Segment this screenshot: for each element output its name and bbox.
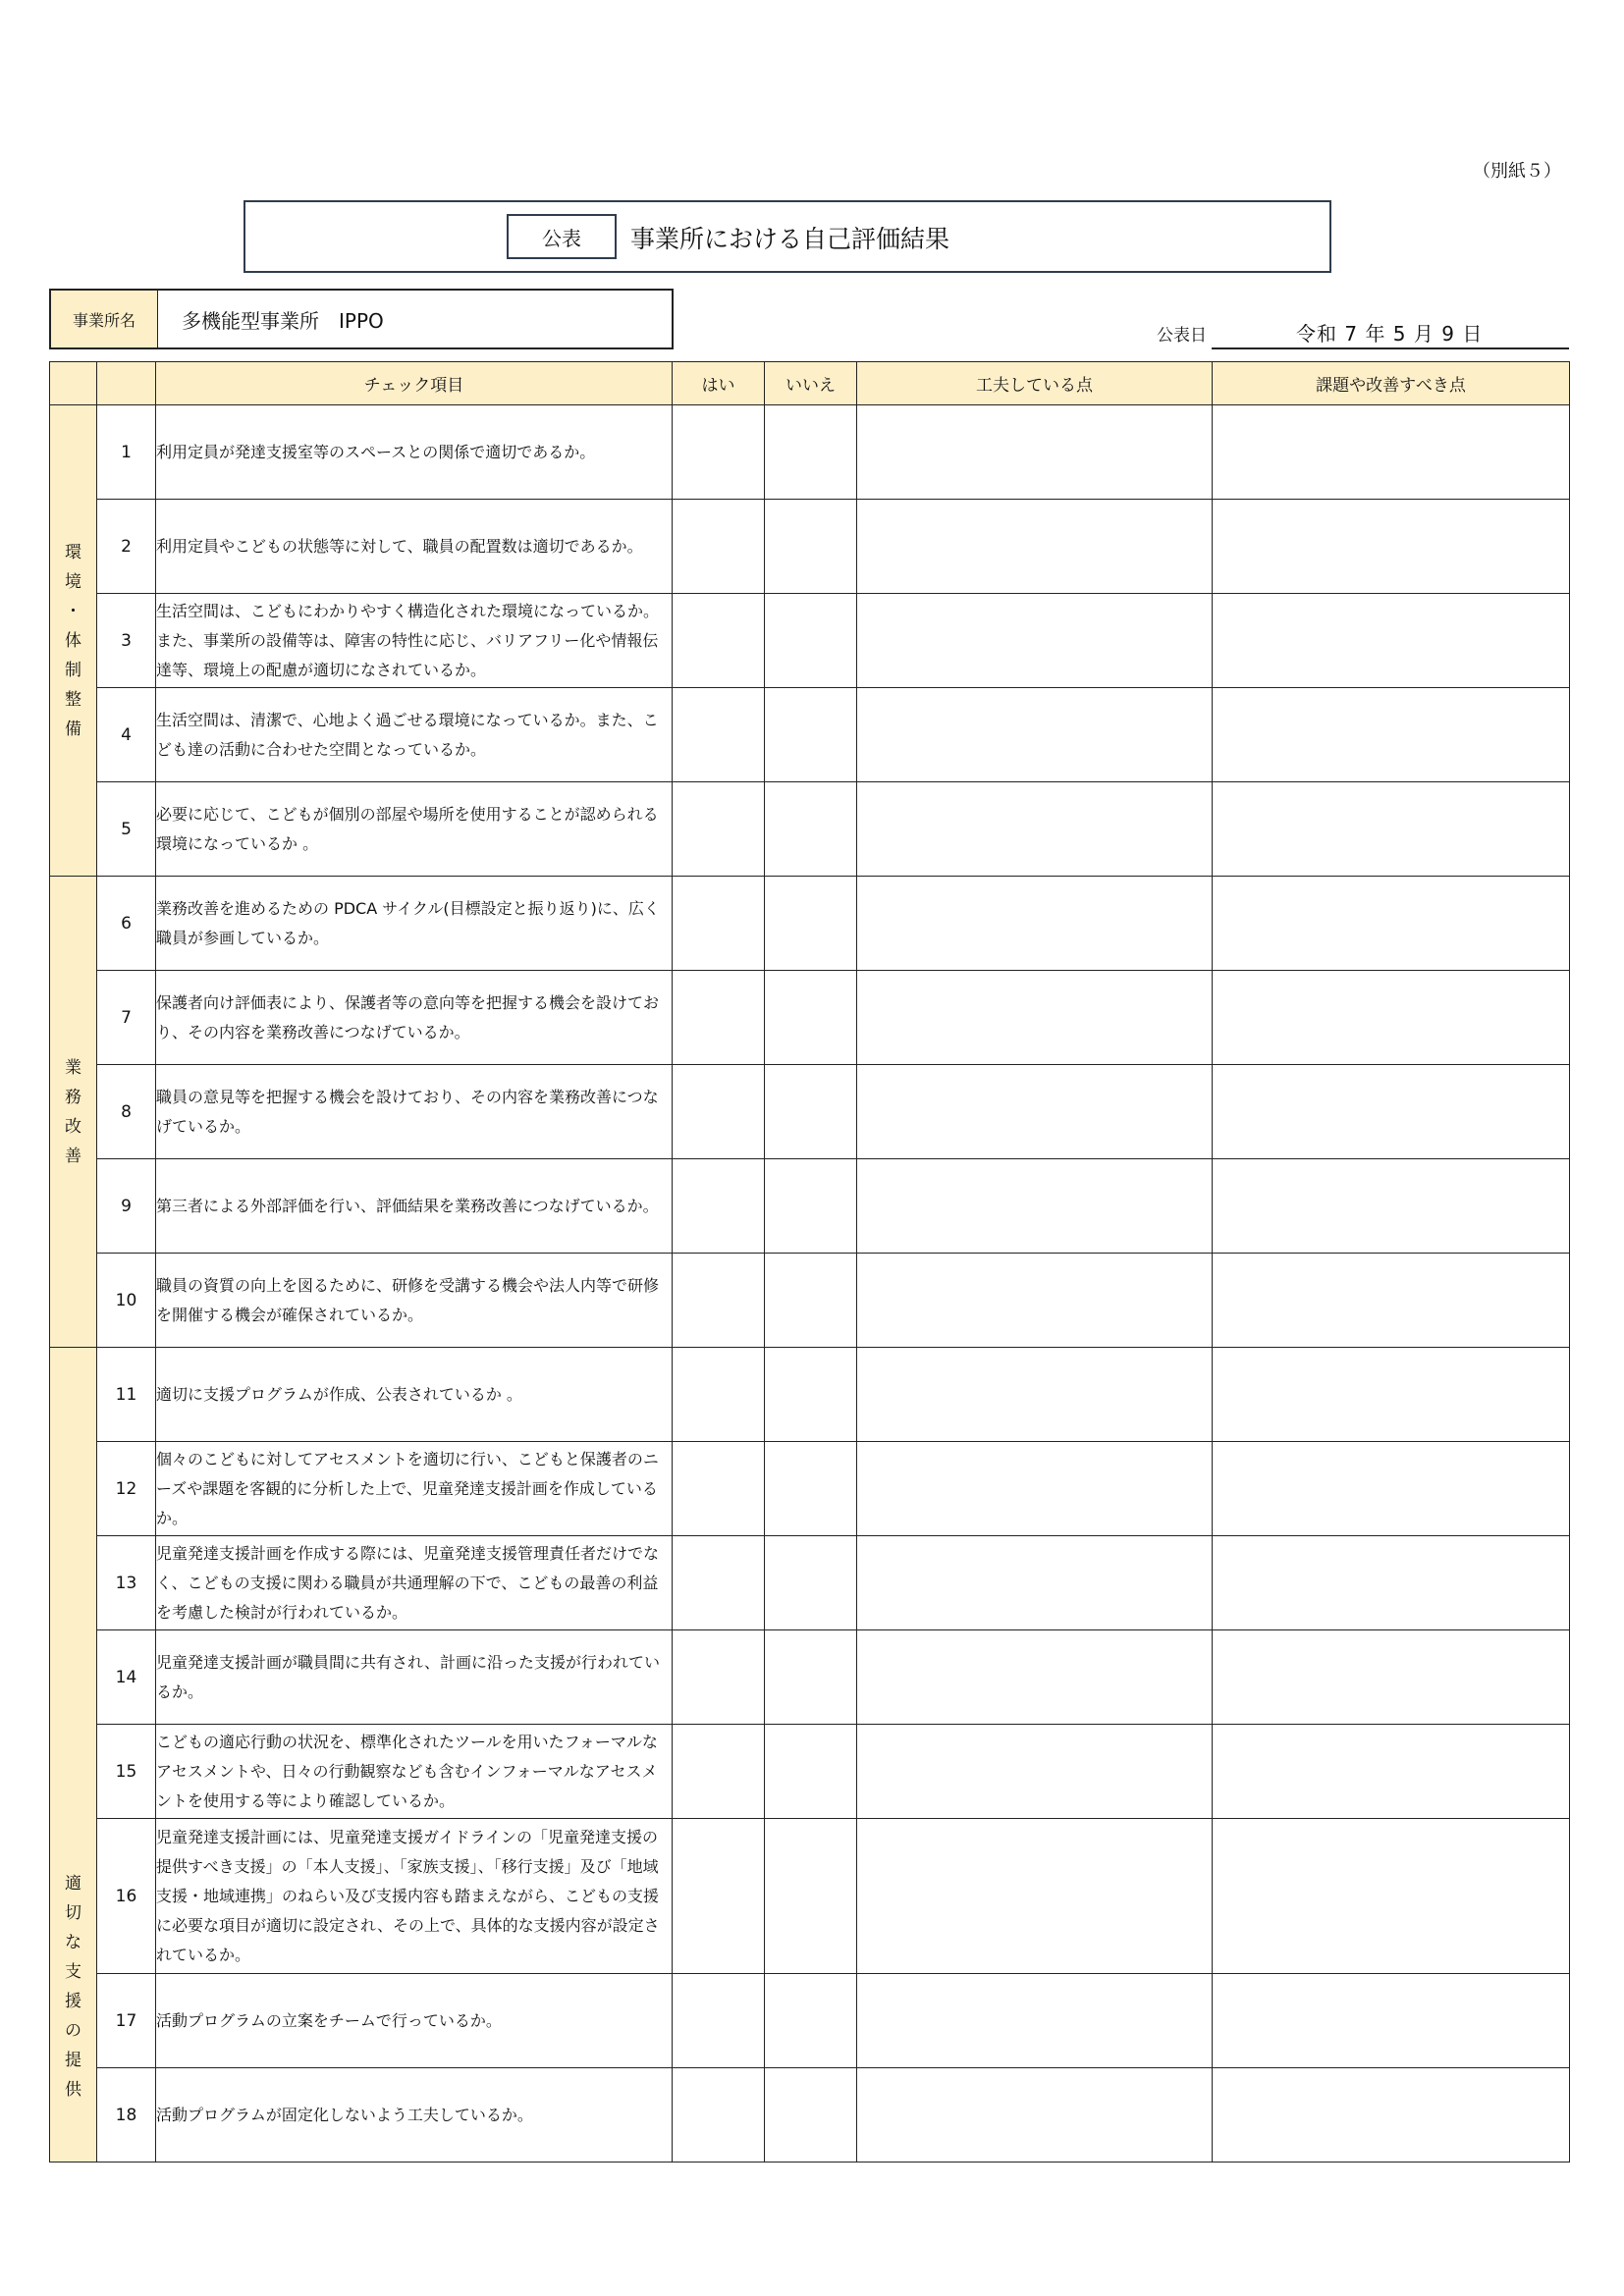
efforts-cell[interactable] bbox=[857, 971, 1213, 1065]
check-item-text: 適切に支援プログラムが作成、公表されているか 。 bbox=[156, 1348, 673, 1442]
yes-cell[interactable] bbox=[673, 1254, 765, 1348]
issues-cell[interactable] bbox=[1213, 1725, 1570, 1819]
header-issues: 課題や改善すべき点 bbox=[1213, 362, 1570, 405]
check-item-text: 必要に応じて、こどもが個別の部屋や場所を使用することが認められる環境になっているか 。 bbox=[156, 782, 673, 877]
table-row bbox=[50, 1159, 1570, 1254]
check-item-text: 利用定員やこどもの状態等に対して、職員の配置数は適切であるか。 bbox=[156, 500, 673, 594]
check-item-text: 第三者による外部評価を行い、評価結果を業務改善につなげているか。 bbox=[156, 1159, 673, 1254]
table-row bbox=[50, 1725, 1570, 1819]
yes-cell[interactable] bbox=[673, 1974, 765, 2068]
item-number: 8 bbox=[97, 1065, 156, 1159]
efforts-cell[interactable] bbox=[857, 405, 1213, 500]
table-row bbox=[50, 594, 1570, 688]
header-efforts: 工夫している点 bbox=[857, 362, 1213, 405]
efforts-cell[interactable] bbox=[857, 1630, 1213, 1725]
efforts-cell[interactable] bbox=[857, 1254, 1213, 1348]
table-row bbox=[50, 877, 1570, 971]
item-number: 6 bbox=[97, 877, 156, 971]
efforts-cell[interactable] bbox=[857, 500, 1213, 594]
table-row bbox=[50, 2068, 1570, 2163]
yes-cell[interactable] bbox=[673, 1065, 765, 1159]
no-cell[interactable] bbox=[765, 405, 857, 500]
item-number: 5 bbox=[97, 782, 156, 877]
yes-cell[interactable] bbox=[673, 1442, 765, 1536]
no-cell[interactable] bbox=[765, 2068, 857, 2163]
item-number: 17 bbox=[97, 1974, 156, 2068]
issues-cell[interactable] bbox=[1213, 1442, 1570, 1536]
item-number: 12 bbox=[97, 1442, 156, 1536]
table-row bbox=[50, 688, 1570, 782]
issues-cell[interactable] bbox=[1213, 1254, 1570, 1348]
item-number: 15 bbox=[97, 1725, 156, 1819]
annex-label: （別紙５） bbox=[1473, 161, 1561, 182]
no-cell[interactable] bbox=[765, 1725, 857, 1819]
office-name-box bbox=[49, 289, 674, 349]
efforts-cell[interactable] bbox=[857, 1065, 1213, 1159]
table-row bbox=[50, 1348, 1570, 1442]
efforts-cell[interactable] bbox=[857, 2068, 1213, 2163]
issues-cell[interactable] bbox=[1213, 1348, 1570, 1442]
office-name-label: 事業所名 bbox=[51, 291, 158, 347]
no-cell[interactable] bbox=[765, 1536, 857, 1630]
no-cell[interactable] bbox=[765, 594, 857, 688]
table-row bbox=[50, 1630, 1570, 1725]
category-appropriate-support: 適 切 な 支 援 の 提 供 bbox=[50, 1348, 97, 2163]
yes-cell[interactable] bbox=[673, 2068, 765, 2163]
item-number: 2 bbox=[97, 500, 156, 594]
efforts-cell[interactable] bbox=[857, 1536, 1213, 1630]
check-item-text: 活動プログラムが固定化しないよう工夫しているか。 bbox=[156, 2068, 673, 2163]
item-number: 10 bbox=[97, 1254, 156, 1348]
no-cell[interactable] bbox=[765, 971, 857, 1065]
publication-tag: 公表 bbox=[507, 214, 617, 259]
check-item-text: 利用定員が発達支援室等のスペースとの関係で適切であるか。 bbox=[156, 405, 673, 500]
no-cell[interactable] bbox=[765, 1442, 857, 1536]
yes-cell[interactable] bbox=[673, 782, 765, 877]
check-item-text: 業務改善を進めるための PDCA サイクル(目標設定と振り返り)に、広く職員が参画しているか。 bbox=[156, 877, 673, 971]
no-cell[interactable] bbox=[765, 1065, 857, 1159]
no-cell[interactable] bbox=[765, 877, 857, 971]
efforts-cell[interactable] bbox=[857, 782, 1213, 877]
check-item-text: 保護者向け評価表により、保護者等の意向等を把握する機会を設けており、その内容を業務改善につなげているか。 bbox=[156, 971, 673, 1065]
check-item-text: 個々のこどもに対してアセスメントを適切に行い、こどもと保護者のニーズや課題を客観的に分析した上で、児童発達支援計画を作成しているか。 bbox=[156, 1442, 673, 1536]
issues-cell[interactable] bbox=[1213, 782, 1570, 877]
issues-cell[interactable] bbox=[1213, 1065, 1570, 1159]
check-item-text: 職員の資質の向上を図るために、研修を受講する機会や法人内等で研修を開催する機会が確保されているか。 bbox=[156, 1254, 673, 1348]
issues-cell[interactable] bbox=[1213, 1630, 1570, 1725]
table-row bbox=[50, 1254, 1570, 1348]
check-item-text: 生活空間は、清潔で、心地よく過ごせる環境になっているか。また、こども達の活動に合わせた空間となっているか。 bbox=[156, 688, 673, 782]
table-row bbox=[50, 1065, 1570, 1159]
issues-cell[interactable] bbox=[1213, 1819, 1570, 1974]
issues-cell[interactable] bbox=[1213, 594, 1570, 688]
yes-cell[interactable] bbox=[673, 971, 765, 1065]
issues-cell[interactable] bbox=[1213, 877, 1570, 971]
header-yes: はい bbox=[673, 362, 765, 405]
efforts-cell[interactable] bbox=[857, 877, 1213, 971]
no-cell[interactable] bbox=[765, 1819, 857, 1974]
yes-cell[interactable] bbox=[673, 1159, 765, 1254]
issues-cell[interactable] bbox=[1213, 500, 1570, 594]
no-cell[interactable] bbox=[765, 1159, 857, 1254]
issues-cell[interactable] bbox=[1213, 688, 1570, 782]
item-number: 9 bbox=[97, 1159, 156, 1254]
check-item-text: 活動プログラムの立案をチームで行っているか。 bbox=[156, 1974, 673, 2068]
table-row bbox=[50, 405, 1570, 500]
efforts-cell[interactable] bbox=[857, 1974, 1213, 2068]
yes-cell[interactable] bbox=[673, 688, 765, 782]
yes-cell[interactable] bbox=[673, 1536, 765, 1630]
yes-cell[interactable] bbox=[673, 1348, 765, 1442]
check-item-text: 児童発達支援計画が職員間に共有され、計画に沿った支援が行われているか。 bbox=[156, 1630, 673, 1725]
category-business-improvement: 業 務 改 善 bbox=[50, 877, 97, 1348]
publication-date-underline bbox=[1212, 347, 1569, 349]
efforts-cell[interactable] bbox=[857, 1442, 1213, 1536]
item-number: 13 bbox=[97, 1536, 156, 1630]
item-number: 11 bbox=[97, 1348, 156, 1442]
item-number: 1 bbox=[97, 405, 156, 500]
item-number: 18 bbox=[97, 2068, 156, 2163]
no-cell[interactable] bbox=[765, 782, 857, 877]
no-cell[interactable] bbox=[765, 1348, 857, 1442]
item-number: 14 bbox=[97, 1630, 156, 1725]
table-row bbox=[50, 971, 1570, 1065]
efforts-cell[interactable] bbox=[857, 1819, 1213, 1974]
yes-cell[interactable] bbox=[673, 1725, 765, 1819]
efforts-cell[interactable] bbox=[857, 688, 1213, 782]
issues-cell[interactable] bbox=[1213, 971, 1570, 1065]
header-number bbox=[97, 362, 156, 405]
item-number: 4 bbox=[97, 688, 156, 782]
yes-cell[interactable] bbox=[673, 1630, 765, 1725]
no-cell[interactable] bbox=[765, 1254, 857, 1348]
category-environment: 環 境 ・ 体 制 整 備 bbox=[50, 405, 97, 877]
no-cell[interactable] bbox=[765, 1630, 857, 1725]
publication-date-value: 令和 7 年 5 月 9 日 bbox=[1296, 322, 1484, 346]
page-title: 事業所における自己評価結果 bbox=[630, 225, 950, 253]
issues-cell[interactable] bbox=[1213, 2068, 1570, 2163]
yes-cell[interactable] bbox=[673, 500, 765, 594]
check-item-text: 児童発達支援計画には、児童発達支援ガイドラインの「児童発達支援の提供すべき支援」の「本人支援」、「家族支援」、「移行支援」及び「地域支援・地域連携」のねらい及び支援内容も踏まえながら、こどもの支援に必要な項目が適切に設定され、その上で、具体的な支援内容が設定されているか。 bbox=[156, 1819, 673, 1974]
table-row bbox=[50, 782, 1570, 877]
table-row bbox=[50, 1442, 1570, 1536]
efforts-cell[interactable] bbox=[857, 1348, 1213, 1442]
no-cell[interactable] bbox=[765, 688, 857, 782]
check-item-text: 生活空間は、こどもにわかりやすく構造化された環境になっているか。また、事業所の設備等は、障害の特性に応じ、バリアフリー化や情報伝達等、環境上の配慮が適切になされているか。 bbox=[156, 594, 673, 688]
header-no: いいえ bbox=[765, 362, 857, 405]
efforts-cell[interactable] bbox=[857, 1725, 1213, 1819]
table-row bbox=[50, 1974, 1570, 2068]
yes-cell[interactable] bbox=[673, 877, 765, 971]
yes-cell[interactable] bbox=[673, 594, 765, 688]
publication-date-label: 公表日 bbox=[1157, 326, 1207, 346]
title-box bbox=[244, 200, 1331, 273]
no-cell[interactable] bbox=[765, 1974, 857, 2068]
issues-cell[interactable] bbox=[1213, 405, 1570, 500]
item-number: 7 bbox=[97, 971, 156, 1065]
item-number: 16 bbox=[97, 1819, 156, 1974]
check-item-text: 児童発達支援計画を作成する際には、児童発達支援管理責任者だけでなく、こどもの支援に関わる職員が共通理解の下で、こどもの最善の利益を考慮した検討が行われているか。 bbox=[156, 1536, 673, 1630]
self-evaluation-table bbox=[49, 361, 1570, 2163]
header-check-item: チェック項目 bbox=[156, 362, 673, 405]
issues-cell[interactable] bbox=[1213, 1536, 1570, 1630]
check-item-text: 職員の意見等を把握する機会を設けており、その内容を業務改善につなげているか。 bbox=[156, 1065, 673, 1159]
item-number: 3 bbox=[97, 594, 156, 688]
issues-cell[interactable] bbox=[1213, 1159, 1570, 1254]
yes-cell[interactable] bbox=[673, 405, 765, 500]
table-header-row bbox=[50, 362, 1570, 405]
no-cell[interactable] bbox=[765, 500, 857, 594]
office-name-value: 多機能型事業所 IPPO bbox=[182, 308, 384, 333]
header-category bbox=[50, 362, 97, 405]
table-row bbox=[50, 1819, 1570, 1974]
table-row bbox=[50, 500, 1570, 594]
efforts-cell[interactable] bbox=[857, 1159, 1213, 1254]
issues-cell[interactable] bbox=[1213, 1974, 1570, 2068]
check-item-text: こどもの適応行動の状況を、標準化されたツールを用いたフォーマルなアセスメントや、日々の行動観察なども含むインフォーマルなアセスメントを使用する等により確認しているか。 bbox=[156, 1725, 673, 1819]
table-row bbox=[50, 1536, 1570, 1630]
efforts-cell[interactable] bbox=[857, 594, 1213, 688]
yes-cell[interactable] bbox=[673, 1819, 765, 1974]
